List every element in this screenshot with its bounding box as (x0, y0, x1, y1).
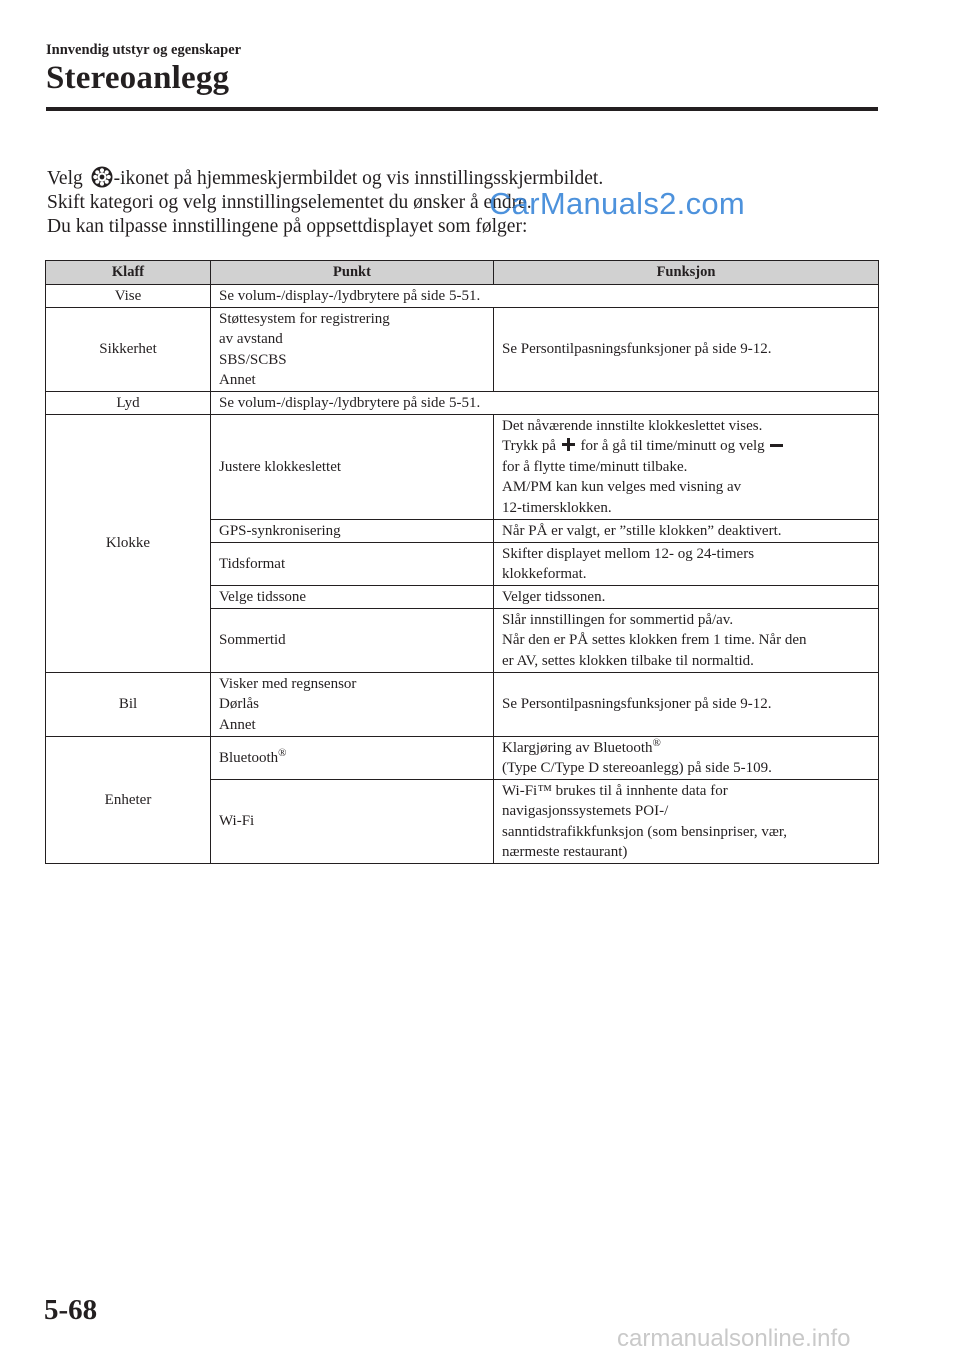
intro-text (47, 166, 887, 239)
punkt-cell: Velge tidssone (211, 586, 494, 609)
punkt-cell: Tidsformat (211, 543, 494, 586)
punkt-cell: Se volum-/display-/lydbrytere på side 5-51. (211, 392, 879, 415)
funksjon-line: nærmeste restaurant) (502, 844, 628, 860)
klaff-cell: Enheter (46, 737, 211, 864)
punkt-cell (211, 737, 494, 780)
punkt-cell: Sommertid (211, 609, 494, 673)
funksjon-line: AM/PM kan kun velges med visning av (502, 479, 742, 496)
funksjon-text: for å gå til time/minutt og velg (580, 438, 765, 455)
punkt-line: SBS/SCBS (219, 351, 287, 368)
settings-table (45, 260, 879, 864)
section-label: Innvendig utstyr og egenskaper (46, 42, 242, 58)
funksjon-line (502, 436, 870, 457)
funksjon-line: Når den er PÅ settes klokken frem 1 time. Når den (502, 632, 807, 649)
klaff-cell: Sikkerhet (46, 308, 211, 392)
intro-line-1-start: Velg (47, 168, 88, 189)
registered-mark: ® (652, 736, 661, 749)
header-klaff: Klaff (46, 261, 211, 285)
table-row (46, 673, 879, 737)
minus-icon (770, 438, 783, 451)
punkt-line: Støttesystem for registrering (219, 310, 390, 327)
funksjon-cell (494, 737, 879, 780)
intro-line-1-end: -ikonet på hjemmeskjermbildet og vis innstillingsskjermbildet. (113, 168, 604, 189)
funksjon-text: Trykk på (502, 438, 557, 455)
funksjon-line: Wi-Fi™ brukes til å innhente data for (502, 782, 728, 799)
punkt-cell (211, 308, 494, 392)
punkt-cell: Justere klokkeslettet (211, 415, 494, 520)
funksjon-line: klokkeformat. (502, 566, 587, 582)
funksjon-cell: Når PÅ er valgt, er ”stille klokken” deaktivert. (494, 520, 879, 543)
funksjon-line: Det nåværende innstilte klokkeslettet vises. (502, 417, 763, 434)
settings-gear-icon (91, 166, 113, 188)
funksjon-text: Klargjøring av Bluetooth (502, 739, 653, 756)
punkt-cell: GPS-synkronisering (211, 520, 494, 543)
punkt-line: Visker med regnsensor (219, 675, 357, 692)
punkt-line: av avstand (219, 331, 283, 347)
page-number: 5-68 (44, 1294, 98, 1326)
page-title: Stereoanlegg (46, 60, 230, 96)
title-divider (46, 107, 878, 111)
table-header-row (46, 261, 879, 285)
punkt-line: Annet (219, 372, 256, 388)
funksjon-line: (Type C/Type D stereoanlegg) på side 5-109. (502, 760, 772, 776)
table-row (46, 308, 879, 392)
intro-line-2: Skift kategori og velg innstillingselementet du ønsker å endre. (47, 192, 532, 213)
punkt-cell: Se volum-/display-/lydbrytere på side 5-51. (211, 285, 879, 308)
table-row (46, 285, 879, 308)
funksjon-cell (494, 543, 879, 586)
funksjon-line: navigasjonssystemets POI-/ (502, 803, 669, 819)
punkt-line: Annet (219, 716, 256, 733)
header-funksjon: Funksjon (494, 261, 879, 285)
funksjon-cell (494, 780, 879, 864)
table-row (46, 415, 879, 520)
klaff-cell: Lyd (46, 392, 211, 415)
funksjon-cell: Velger tidssonen. (494, 586, 879, 609)
funksjon-line: Skifter displayet mellom 12- og 24-timers (502, 545, 755, 562)
klaff-cell: Klokke (46, 415, 211, 673)
funksjon-line: sanntidstrafikkfunksjon (som bensinpriser, vær, (502, 823, 788, 840)
intro-line-1 (47, 166, 887, 191)
funksjon-cell (494, 609, 879, 673)
registered-mark: ® (278, 746, 287, 759)
punkt-line: Dørlås (219, 696, 259, 713)
funksjon-line: 12-timersklokken. (502, 499, 612, 516)
funksjon-cell (494, 415, 879, 520)
klaff-cell: Bil (46, 673, 211, 737)
footer-source: carmanualsonline.info (617, 1325, 851, 1352)
funksjon-cell: Se Persontilpasningsfunksjoner på side 9-12. (494, 308, 879, 392)
funksjon-line: er AV, settes klokken tilbake til normaltid. (502, 652, 754, 669)
funksjon-cell: Se Persontilpasningsfunksjoner på side 9-12. (494, 673, 879, 737)
watermark: CarManuals2.com (489, 186, 746, 221)
table-row (46, 392, 879, 415)
header-punkt: Punkt (211, 261, 494, 285)
punkt-cell (211, 673, 494, 737)
plus-icon (562, 438, 575, 451)
punkt-cell: Wi-Fi (211, 780, 494, 864)
funksjon-line: for å flytte time/minutt tilbake. (502, 458, 688, 475)
punkt-text: Bluetooth (219, 749, 279, 766)
funksjon-line: Slår innstillingen for sommertid på/av. (502, 611, 734, 628)
intro-line-3: Du kan tilpasse innstillingene på oppsettdisplayet som følger: (47, 216, 528, 237)
klaff-cell: Vise (46, 285, 211, 308)
funksjon-line (502, 738, 870, 759)
table-row (46, 737, 879, 780)
